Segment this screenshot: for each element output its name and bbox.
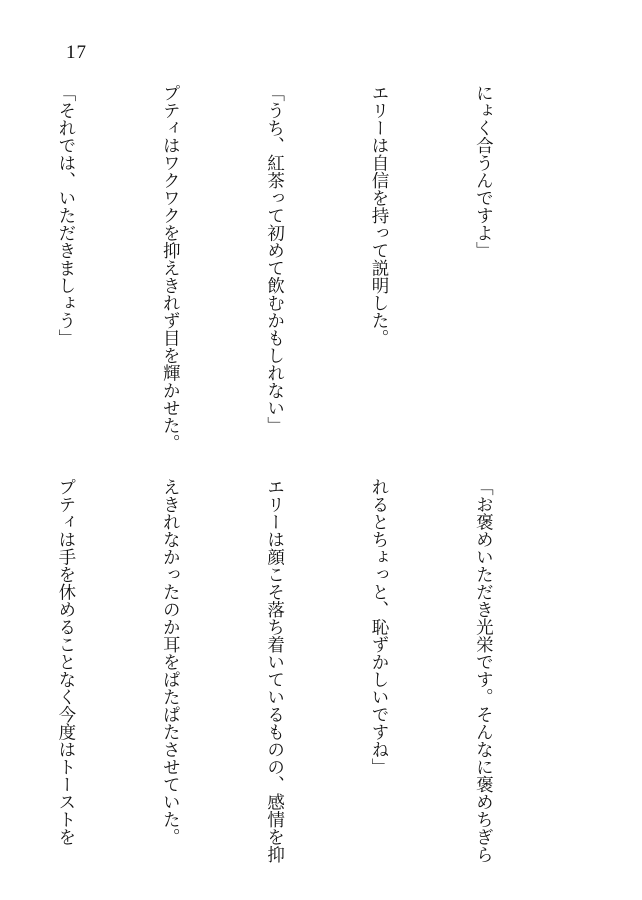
text-column-top — [0, 84, 570, 452]
text-line: エリーは自信を持って説明した。 — [369, 84, 390, 347]
text-column-bottom — [0, 478, 570, 863]
text-line: プティは手を休めることなく今度はトーストを — [55, 478, 76, 846]
text-line: えきれなかったのか耳をぱたぱたさせていた。 — [160, 478, 181, 846]
text-line: れるとちょっと、恥ずかしいですね」 — [369, 478, 390, 776]
text-line: プティはワクワクを抑えきれず目を輝かせた。 — [160, 84, 181, 452]
text-line: 「お褒めいただき光栄です。そんなに褒めちぎら — [473, 478, 494, 863]
text-line: 「それでは、いただきましょう」 — [55, 84, 76, 347]
text-line: エリーは顔こそ落ち着いているものの、感情を抑 — [264, 478, 285, 863]
text-line: 「うち、紅茶って初めて飲むかもしれない」 — [264, 84, 285, 434]
text-line: にょく合うんですよ」 — [473, 84, 494, 259]
page-number: 17 — [66, 42, 87, 63]
